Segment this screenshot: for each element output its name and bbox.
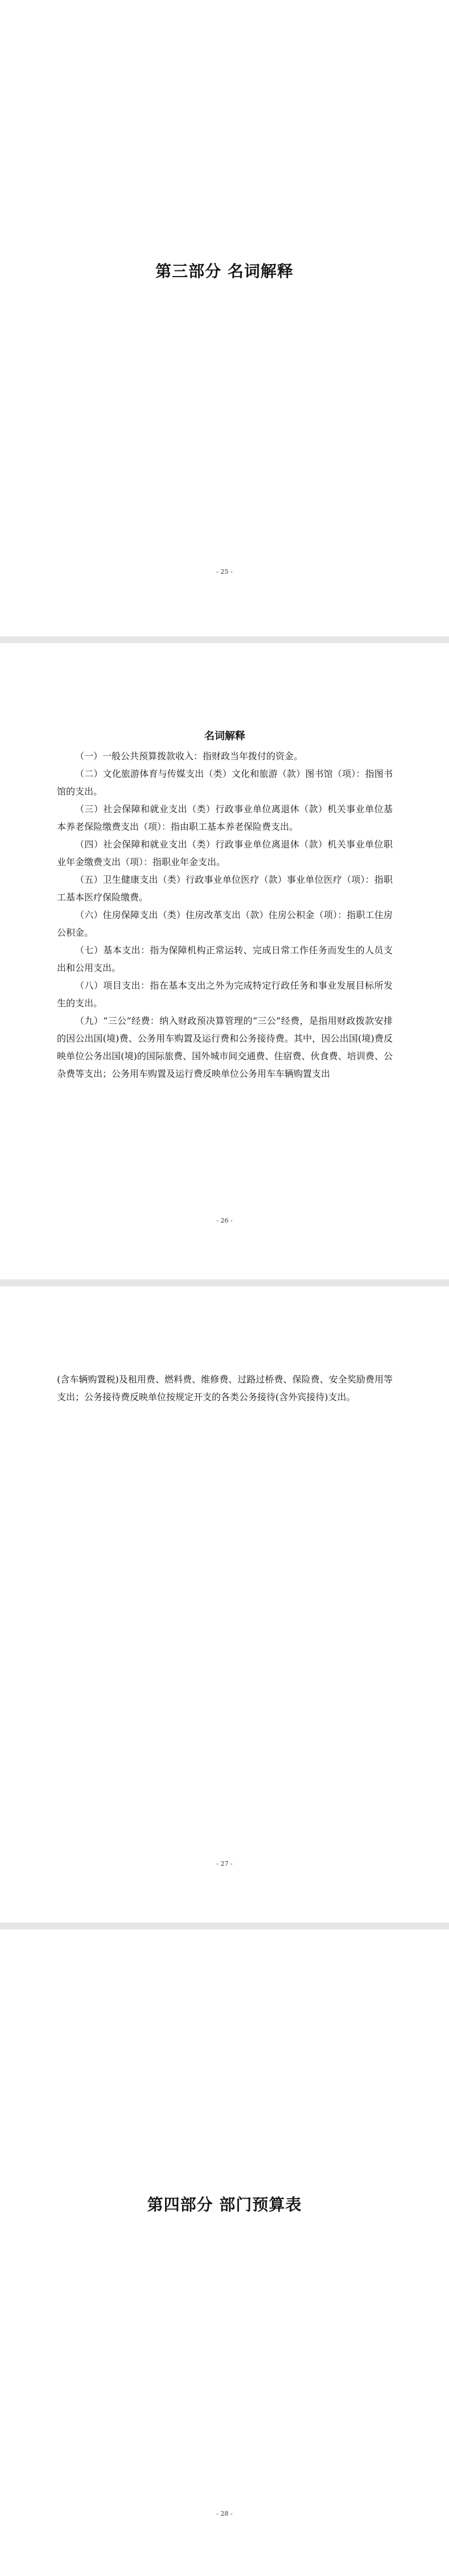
glossary-item: （三）社会保障和就业支出（类）行政事业单位离退休（款）机关事业单位基本养老保险缴费支出（项）：指由职工基本养老保险费支出。: [57, 804, 393, 832]
glossary-item: （九）“三公”经费：纳入财政预决算管理的“三公”经费，是指用财政拨款安排的因公出国(境)费、公务用车购置及运行费和公务接待费。其中，因公出国(境)费反映单位公务出国(境)的国际旅费、国外城市间交通费、住宿费、伙食费、培训费、公杂费等支出；公务用车购置及运行费反映单位公务用车车辆购置支出: [57, 1015, 393, 1079]
glossary-body: [57, 727, 393, 1083]
glossary-item: （一）一般公共预算拨款收入：指财政当年拨付的资金。: [75, 751, 303, 762]
page-separator: [0, 1923, 449, 1929]
page-26: [0, 643, 449, 1279]
glossary-item: （七）基本支出：指为保障机构正常运转、完成日常工作任务而发生的人员支出和公用支出。: [57, 945, 393, 973]
glossary-item: （六）住房保障支出（类）住房改革支出（款）住房公积金（项）：指职工住房公积金。: [57, 910, 393, 938]
glossary-item-continued: (含车辆购置税)及租用费、燃料费、维修费、过路过桥费、保险费、安全奖励费用等支出；公务接待费反映单位按规定开支的各类公务接待(含外宾接待)支出。: [57, 1374, 393, 1402]
glossary-item: （八）项目支出：指在基本支出之外为完成特定行政任务和事业发展目标所发生的支出。: [57, 980, 393, 1009]
glossary-item: （二）文化旅游体育与传媒支出（类）文化和旅游（款）图书馆（项）：指图书馆的支出。: [57, 768, 393, 797]
page-28: [0, 1929, 449, 2576]
page-separator: [0, 1279, 449, 1286]
section-title: 第四部分 部门预算表: [147, 2195, 302, 2214]
page-number: - 27 -: [216, 1860, 233, 1867]
page-number: - 25 -: [216, 568, 233, 575]
page-separator: [0, 636, 449, 643]
glossary-item: （五）卫生健康支出（类）行政事业单位医疗（款）事业单位医疗（项）：指职工基本医疗保险缴费。: [57, 874, 393, 903]
section-title: 第三部分 名词解释: [155, 262, 294, 281]
glossary-heading: 名词解释: [204, 730, 245, 742]
glossary-continuation: [57, 1371, 393, 1406]
page-25: [0, 0, 449, 636]
page-number: - 28 -: [216, 2510, 233, 2517]
page-27: [0, 1286, 449, 1923]
glossary-item: （四）社会保障和就业支出（类）行政事业单位离退休（款）机关事业单位职业年金缴费支出（项）：指职业年金支出。: [57, 839, 393, 867]
page-number: - 26 -: [216, 1217, 233, 1224]
